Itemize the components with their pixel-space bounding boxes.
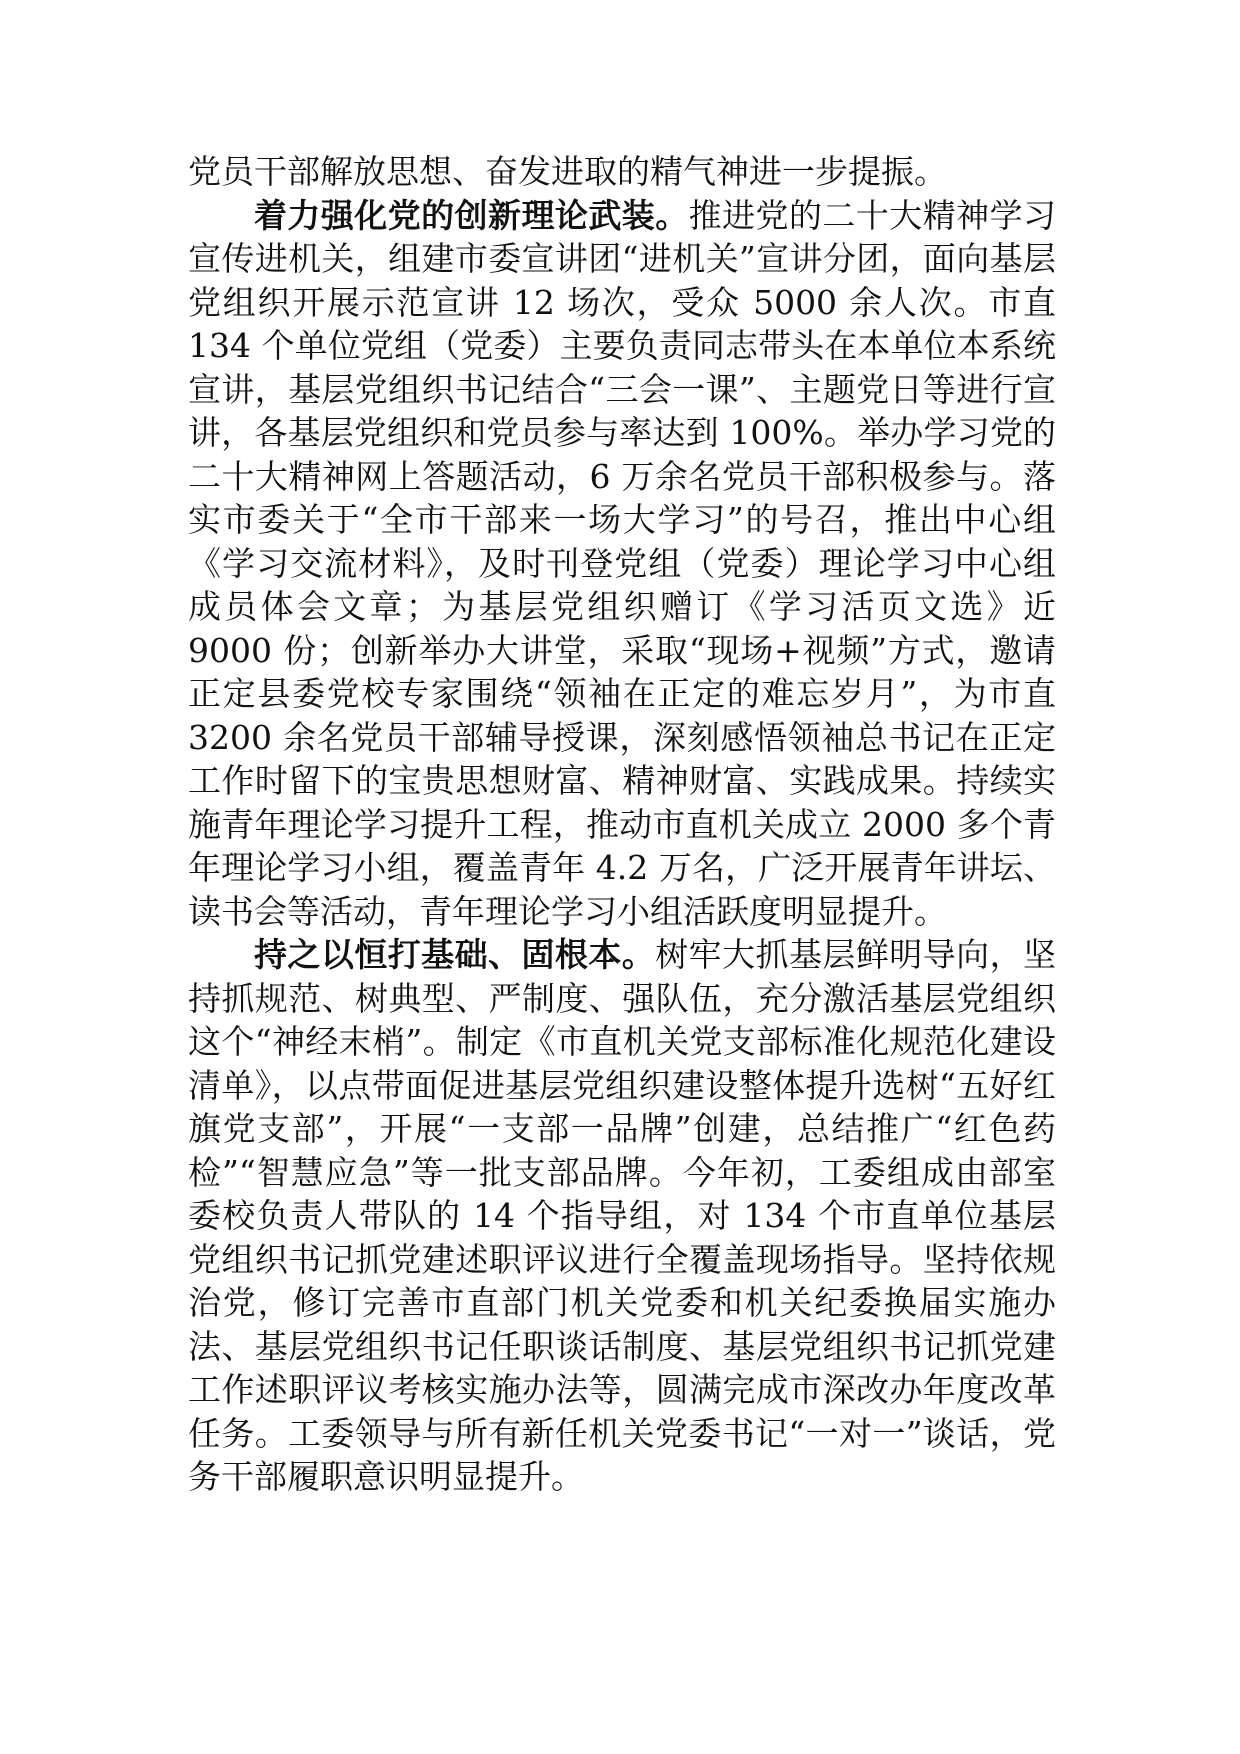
- paragraph-grassroots-foundation: [188, 933, 1056, 1499]
- paragraph-body: 党员干部解放思想、奋发进取的精气神进一步提振。: [188, 152, 947, 191]
- paragraph-lead-heading: 着力强化党的创新理论武装。: [254, 195, 689, 235]
- paragraph-lead-heading: 持之以恒打基础、固根本。: [254, 935, 656, 974]
- paragraph-theory-armament: [188, 194, 1056, 934]
- paragraph-body: 树牢大抓基层鲜明导向，坚持抓规范、树典型、严制度、强队伍，充分激活基层党组织这个“神经末梢”。制定《市直机关党支部标准化规范化建设清单》，以点带面促进基层党组织建设整体提升选树“五好红旗党支部”，开展“一支部一品牌”创建，总结推广“红色药检”“智慧应急”等一批支部品牌。今年初，工委组成由部室委校负责人带队的 14 个指导组，对 134 个市直单位基层党组织书记抓党建述职评议进行全覆盖现场指导。坚持依规治党，修订完善市直部门机关党委和机关纪委换届实施办法、基层党组织书记任职谈话制度、基层党组织书记抓党建工作述职评议考核实施办法等，圆满完成市深改办年度改革任务。工委领导与所有新任机关党委书记“一对一”谈话，党务干部履职意识明显提升。: [188, 935, 1057, 1496]
- document-body: [188, 150, 1056, 1499]
- paragraph-continuation: [188, 150, 1056, 194]
- paragraph-body: 推进党的二十大精神学习宣传进机关，组建市委宣讲团“进机关”宣讲分团，面向基层党组织开展示范宣讲 12 场次，受众 5000 余人次。市直 134 个单位党组（党委）主要负责同志带头在本单位本系统宣讲，基层党组织书记结合“三会一课”、主题党日等进行宣讲，各基层党组织和党员参与率达到 100%。举办学习党的二十大精神网上答题活动，6 万余名党员干部积极参与。落实市委关于“全市干部来一场大学习”的号召，推出中心组《学习交流材料》，及时刊登党组（党委）理论学习中心组成员体会文章；为基层党组织赠订《学习活页文选》近 9000 份；创新举办大讲堂，采取“现场+视频”方式，邀请正定县委党校专家围绕“领袖在正定的难忘岁月”，为市直 3200 余名党员干部辅导授课，深刻感悟领袖总书记在正定工作时留下的宝贵思想财富、精神财富、实践成果。持续实施青年理论学习提升工程，推动市直机关成立 2000 多个青年理论学习小组，覆盖青年 4.2 万名，广泛开展青年讲坛、读书会等活动，青年理论学习小组活跃度明显提升。: [188, 195, 1057, 931]
